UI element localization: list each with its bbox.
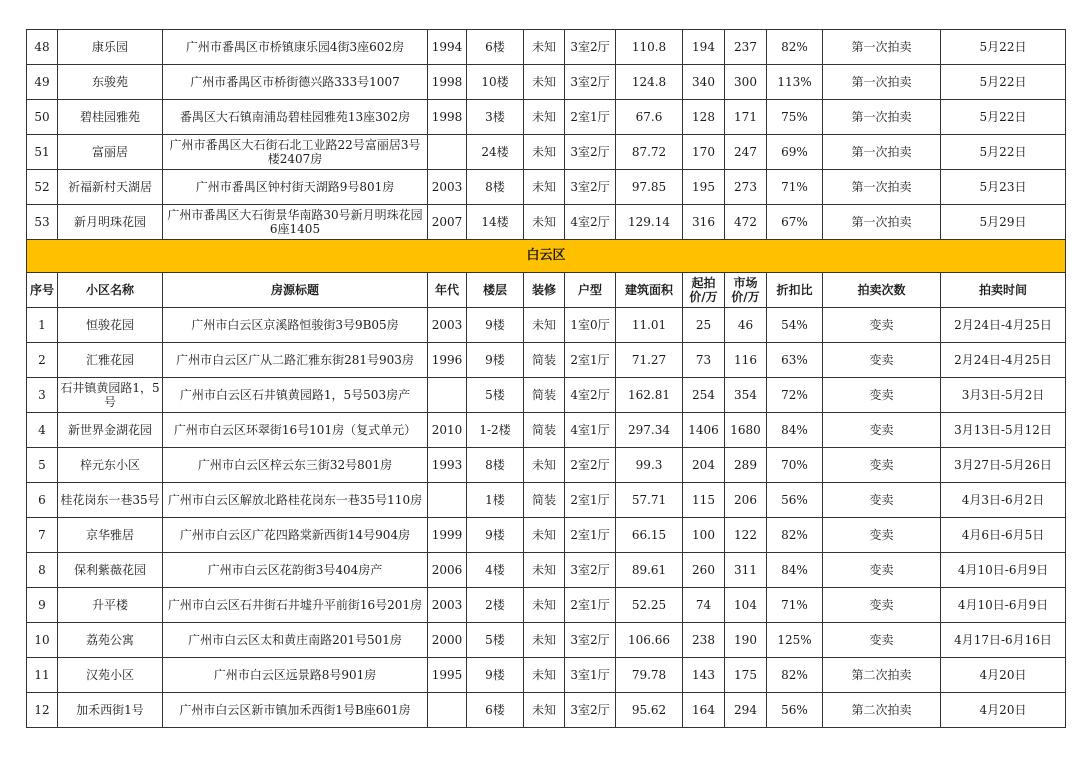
cell-listing-title: 广州市白云区石井街石井墟升平前街16号201房	[163, 588, 428, 623]
cell-floor: 9楼	[467, 343, 524, 378]
cell-discount: 69%	[767, 135, 823, 170]
cell-auction-date: 5月22日	[941, 65, 1066, 100]
cell-floor: 9楼	[467, 308, 524, 343]
cell-year	[428, 693, 467, 728]
cell-community: 梓元东小区	[58, 448, 163, 483]
cell-floor: 1-2楼	[467, 413, 524, 448]
cell-start-price: 74	[683, 588, 725, 623]
cell-layout: 2室1厅	[565, 343, 616, 378]
cell-auction-date: 3月3日-5月2日	[941, 378, 1066, 413]
cell-community: 桂花岗东一巷35号	[58, 483, 163, 518]
cell-year: 1995	[428, 658, 467, 693]
cell-index: 6	[27, 483, 58, 518]
cell-layout: 2室2厅	[565, 448, 616, 483]
cell-market-price: 354	[725, 378, 767, 413]
cell-listing-title: 广州市白云区环翠街16号101房（复式单元）	[163, 413, 428, 448]
header-floor: 楼层	[467, 273, 524, 308]
cell-community: 康乐园	[58, 30, 163, 65]
table-row	[27, 205, 1066, 240]
cell-area: 66.15	[616, 518, 683, 553]
cell-decoration: 未知	[524, 65, 565, 100]
cell-auction-round: 变卖	[823, 343, 941, 378]
cell-index: 2	[27, 343, 58, 378]
cell-layout: 4室2厅	[565, 205, 616, 240]
cell-index: 4	[27, 413, 58, 448]
cell-auction-round: 第一次拍卖	[823, 205, 941, 240]
cell-decoration: 未知	[524, 693, 565, 728]
cell-area: 57.71	[616, 483, 683, 518]
cell-community: 碧桂园雅苑	[58, 100, 163, 135]
cell-decoration: 未知	[524, 448, 565, 483]
cell-auction-round: 第一次拍卖	[823, 65, 941, 100]
cell-year	[428, 135, 467, 170]
cell-discount: 113%	[767, 65, 823, 100]
cell-market-price: 46	[725, 308, 767, 343]
cell-discount: 56%	[767, 483, 823, 518]
table-row	[27, 658, 1066, 693]
cell-auction-date: 4月17日-6月16日	[941, 623, 1066, 658]
cell-community: 东骏苑	[58, 65, 163, 100]
cell-listing-title: 广州市白云区广花四路棠新西街14号904房	[163, 518, 428, 553]
cell-listing-title: 广州市番禺区市桥镇康乐园4街3座602房	[163, 30, 428, 65]
cell-market-price: 104	[725, 588, 767, 623]
table-header	[27, 273, 1066, 308]
cell-layout: 2室1厅	[565, 483, 616, 518]
cell-index: 9	[27, 588, 58, 623]
cell-discount: 82%	[767, 658, 823, 693]
cell-floor: 14楼	[467, 205, 524, 240]
cell-layout: 3室1厅	[565, 658, 616, 693]
cell-listing-title: 广州市白云区梓云东三街32号801房	[163, 448, 428, 483]
cell-decoration: 未知	[524, 205, 565, 240]
cell-year: 1996	[428, 343, 467, 378]
cell-layout: 3室2厅	[565, 30, 616, 65]
cell-auction-round: 变卖	[823, 378, 941, 413]
cell-auction-date: 4月6日-6月5日	[941, 518, 1066, 553]
cell-area: 11.01	[616, 308, 683, 343]
cell-area: 162.81	[616, 378, 683, 413]
table-row	[27, 588, 1066, 623]
cell-area: 71.27	[616, 343, 683, 378]
cell-auction-round: 变卖	[823, 483, 941, 518]
cell-index: 50	[27, 100, 58, 135]
header-decoration: 装修	[524, 273, 565, 308]
section-band	[27, 240, 1066, 273]
cell-market-price: 116	[725, 343, 767, 378]
cell-year: 1993	[428, 448, 467, 483]
cell-auction-date: 5月22日	[941, 100, 1066, 135]
cell-index: 53	[27, 205, 58, 240]
cell-index: 10	[27, 623, 58, 658]
cell-start-price: 1406	[683, 413, 725, 448]
cell-decoration: 未知	[524, 170, 565, 205]
cell-auction-date: 2月24日-4月25日	[941, 308, 1066, 343]
cell-market-price: 247	[725, 135, 767, 170]
cell-discount: 71%	[767, 170, 823, 205]
cell-market-price: 175	[725, 658, 767, 693]
cell-area: 110.8	[616, 30, 683, 65]
cell-year: 2007	[428, 205, 467, 240]
cell-auction-round: 变卖	[823, 588, 941, 623]
cell-auction-date: 4月3日-6月2日	[941, 483, 1066, 518]
cell-area: 67.6	[616, 100, 683, 135]
table-row	[27, 413, 1066, 448]
cell-market-price: 237	[725, 30, 767, 65]
cell-market-price: 171	[725, 100, 767, 135]
cell-year	[428, 483, 467, 518]
cell-year: 1998	[428, 100, 467, 135]
cell-auction-date: 4月10日-6月9日	[941, 588, 1066, 623]
cell-decoration: 未知	[524, 623, 565, 658]
cell-market-price: 311	[725, 553, 767, 588]
header-start-price: 起拍价/万	[683, 273, 725, 308]
cell-layout: 3室2厅	[565, 623, 616, 658]
cell-listing-title: 广州市白云区新市镇加禾西街1号B座601房	[163, 693, 428, 728]
cell-auction-date: 4月10日-6月9日	[941, 553, 1066, 588]
cell-year: 2003	[428, 308, 467, 343]
cell-layout: 2室1厅	[565, 518, 616, 553]
section-title: 白云区	[27, 240, 1066, 273]
cell-floor: 3楼	[467, 100, 524, 135]
cell-discount: 82%	[767, 30, 823, 65]
cell-index: 48	[27, 30, 58, 65]
cell-auction-round: 第二次拍卖	[823, 693, 941, 728]
cell-community: 汇雅花园	[58, 343, 163, 378]
cell-start-price: 195	[683, 170, 725, 205]
cell-start-price: 170	[683, 135, 725, 170]
cell-discount: 63%	[767, 343, 823, 378]
cell-start-price: 143	[683, 658, 725, 693]
cell-community: 新月明珠花园	[58, 205, 163, 240]
cell-discount: 67%	[767, 205, 823, 240]
cell-auction-round: 第二次拍卖	[823, 658, 941, 693]
cell-floor: 10楼	[467, 65, 524, 100]
cell-start-price: 204	[683, 448, 725, 483]
header-auction-date: 拍卖时间	[941, 273, 1066, 308]
cell-decoration: 未知	[524, 588, 565, 623]
cell-index: 11	[27, 658, 58, 693]
cell-layout: 3室2厅	[565, 170, 616, 205]
cell-area: 124.8	[616, 65, 683, 100]
header-year: 年代	[428, 273, 467, 308]
cell-market-price: 206	[725, 483, 767, 518]
cell-floor: 8楼	[467, 170, 524, 205]
cell-discount: 84%	[767, 553, 823, 588]
cell-floor: 6楼	[467, 30, 524, 65]
cell-market-price: 289	[725, 448, 767, 483]
cell-decoration: 简装	[524, 343, 565, 378]
cell-community: 保利紫薇花园	[58, 553, 163, 588]
cell-floor: 4楼	[467, 553, 524, 588]
cell-auction-round: 第一次拍卖	[823, 30, 941, 65]
cell-auction-date: 4月20日	[941, 693, 1066, 728]
cell-layout: 3室2厅	[565, 553, 616, 588]
cell-start-price: 194	[683, 30, 725, 65]
cell-community: 荔苑公寓	[58, 623, 163, 658]
cell-area: 99.3	[616, 448, 683, 483]
cell-start-price: 254	[683, 378, 725, 413]
table-row	[27, 693, 1066, 728]
header-area: 建筑面积	[616, 273, 683, 308]
cell-community: 富丽居	[58, 135, 163, 170]
cell-auction-round: 第一次拍卖	[823, 170, 941, 205]
table-row	[27, 170, 1066, 205]
table-row	[27, 65, 1066, 100]
cell-index: 12	[27, 693, 58, 728]
cell-listing-title: 广州市白云区花韵街3号404房产	[163, 553, 428, 588]
cell-area: 95.62	[616, 693, 683, 728]
cell-community: 汉苑小区	[58, 658, 163, 693]
cell-auction-date: 4月20日	[941, 658, 1066, 693]
cell-auction-date: 3月13日-5月12日	[941, 413, 1066, 448]
cell-layout: 3室2厅	[565, 135, 616, 170]
baiyun-rows	[27, 308, 1066, 728]
cell-community: 加禾西街1号	[58, 693, 163, 728]
cell-community: 升平楼	[58, 588, 163, 623]
cell-market-price: 273	[725, 170, 767, 205]
cell-area: 79.78	[616, 658, 683, 693]
table-row	[27, 623, 1066, 658]
cell-listing-title: 广州市白云区解放北路桂花岗东一巷35号110房	[163, 483, 428, 518]
cell-layout: 2室1厅	[565, 100, 616, 135]
header-index: 序号	[27, 273, 58, 308]
cell-layout: 2室1厅	[565, 588, 616, 623]
cell-listing-title: 广州市白云区石井镇黄园路1，5号503房产	[163, 378, 428, 413]
cell-area: 89.61	[616, 553, 683, 588]
header-layout: 户型	[565, 273, 616, 308]
cell-decoration: 未知	[524, 518, 565, 553]
cell-year: 2000	[428, 623, 467, 658]
cell-floor: 2楼	[467, 588, 524, 623]
cell-index: 52	[27, 170, 58, 205]
cell-auction-round: 第一次拍卖	[823, 135, 941, 170]
cell-index: 3	[27, 378, 58, 413]
cell-start-price: 238	[683, 623, 725, 658]
cell-area: 106.66	[616, 623, 683, 658]
cell-market-price: 1680	[725, 413, 767, 448]
table-row	[27, 135, 1066, 170]
cell-auction-date: 3月27日-5月26日	[941, 448, 1066, 483]
cell-auction-date: 5月23日	[941, 170, 1066, 205]
cell-community: 京华雅居	[58, 518, 163, 553]
table-row	[27, 448, 1066, 483]
cell-start-price: 73	[683, 343, 725, 378]
cell-floor: 5楼	[467, 623, 524, 658]
header-community: 小区名称	[58, 273, 163, 308]
cell-discount: 82%	[767, 518, 823, 553]
cell-layout: 3室2厅	[565, 693, 616, 728]
table-row	[27, 518, 1066, 553]
cell-auction-round: 变卖	[823, 448, 941, 483]
cell-area: 52.25	[616, 588, 683, 623]
cell-community: 恒骏花园	[58, 308, 163, 343]
cell-auction-round: 变卖	[823, 553, 941, 588]
table-row	[27, 483, 1066, 518]
cell-discount: 71%	[767, 588, 823, 623]
cell-floor: 24楼	[467, 135, 524, 170]
cell-floor: 5楼	[467, 378, 524, 413]
cell-discount: 84%	[767, 413, 823, 448]
cell-auction-round: 变卖	[823, 518, 941, 553]
cell-floor: 6楼	[467, 693, 524, 728]
cell-year	[428, 378, 467, 413]
cell-decoration: 未知	[524, 135, 565, 170]
cell-year: 1998	[428, 65, 467, 100]
cell-listing-title: 广州市白云区太和黄庄南路201号501房	[163, 623, 428, 658]
cell-year: 1999	[428, 518, 467, 553]
header-listing-title: 房源标题	[163, 273, 428, 308]
cell-decoration: 简装	[524, 413, 565, 448]
cell-listing-title: 广州市番禺区大石街石北工业路22号富丽居3号楼2407房	[163, 135, 428, 170]
cell-discount: 54%	[767, 308, 823, 343]
header-market-price: 市场价/万	[725, 273, 767, 308]
table-row	[27, 378, 1066, 413]
cell-auction-date: 5月22日	[941, 135, 1066, 170]
cell-index: 1	[27, 308, 58, 343]
cell-decoration: 未知	[524, 30, 565, 65]
cell-area: 129.14	[616, 205, 683, 240]
cell-auction-date: 2月24日-4月25日	[941, 343, 1066, 378]
cell-discount: 72%	[767, 378, 823, 413]
header-row	[27, 273, 1066, 308]
table-row	[27, 30, 1066, 65]
cell-year: 2010	[428, 413, 467, 448]
cell-listing-title: 广州市白云区广从二路汇雅东街281号903房	[163, 343, 428, 378]
table-row	[27, 343, 1066, 378]
cell-discount: 56%	[767, 693, 823, 728]
cell-index: 49	[27, 65, 58, 100]
cell-floor: 1楼	[467, 483, 524, 518]
cell-listing-title: 广州市白云区京溪路恒骏街3号9B05房	[163, 308, 428, 343]
cell-auction-round: 变卖	[823, 623, 941, 658]
cell-floor: 9楼	[467, 658, 524, 693]
header-auction-round: 拍卖次数	[823, 273, 941, 308]
cell-listing-title: 广州市番禺区大石街景华南路30号新月明珠花园6座1405	[163, 205, 428, 240]
cell-layout: 1室0厅	[565, 308, 616, 343]
cell-auction-round: 第一次拍卖	[823, 100, 941, 135]
header-discount: 折扣比	[767, 273, 823, 308]
cell-decoration: 简装	[524, 378, 565, 413]
cell-market-price: 472	[725, 205, 767, 240]
panyu-rows	[27, 30, 1066, 240]
cell-decoration: 未知	[524, 308, 565, 343]
cell-discount: 125%	[767, 623, 823, 658]
cell-floor: 9楼	[467, 518, 524, 553]
cell-market-price: 294	[725, 693, 767, 728]
cell-layout: 4室2厅	[565, 378, 616, 413]
cell-year: 1994	[428, 30, 467, 65]
table-row	[27, 100, 1066, 135]
cell-start-price: 316	[683, 205, 725, 240]
cell-auction-date: 5月29日	[941, 205, 1066, 240]
cell-start-price: 25	[683, 308, 725, 343]
cell-community: 祈福新村天湖居	[58, 170, 163, 205]
cell-auction-round: 变卖	[823, 308, 941, 343]
table-row	[27, 553, 1066, 588]
cell-floor: 8楼	[467, 448, 524, 483]
cell-year: 2003	[428, 588, 467, 623]
auction-listing-table	[26, 29, 1066, 728]
table-row	[27, 308, 1066, 343]
cell-community: 石井镇黄园路1，5号	[58, 378, 163, 413]
cell-area: 87.72	[616, 135, 683, 170]
cell-decoration: 未知	[524, 553, 565, 588]
cell-start-price: 115	[683, 483, 725, 518]
cell-start-price: 100	[683, 518, 725, 553]
cell-community: 新世界金湖花园	[58, 413, 163, 448]
cell-year: 2006	[428, 553, 467, 588]
cell-discount: 70%	[767, 448, 823, 483]
cell-layout: 4室1厅	[565, 413, 616, 448]
cell-area: 97.85	[616, 170, 683, 205]
cell-decoration: 未知	[524, 658, 565, 693]
cell-start-price: 128	[683, 100, 725, 135]
cell-start-price: 260	[683, 553, 725, 588]
cell-decoration: 简装	[524, 483, 565, 518]
cell-start-price: 164	[683, 693, 725, 728]
cell-index: 8	[27, 553, 58, 588]
cell-listing-title: 广州市白云区远景路8号901房	[163, 658, 428, 693]
cell-decoration: 未知	[524, 100, 565, 135]
cell-index: 7	[27, 518, 58, 553]
cell-area: 297.34	[616, 413, 683, 448]
cell-index: 51	[27, 135, 58, 170]
cell-layout: 3室2厅	[565, 65, 616, 100]
cell-auction-date: 5月22日	[941, 30, 1066, 65]
cell-market-price: 190	[725, 623, 767, 658]
cell-auction-round: 变卖	[823, 413, 941, 448]
cell-listing-title: 番禺区大石镇南浦岛碧桂园雅苑13座302房	[163, 100, 428, 135]
cell-listing-title: 广州市番禺区市桥街德兴路333号1007	[163, 65, 428, 100]
cell-discount: 75%	[767, 100, 823, 135]
cell-listing-title: 广州市番禺区钟村街天湖路9号801房	[163, 170, 428, 205]
cell-market-price: 300	[725, 65, 767, 100]
cell-index: 5	[27, 448, 58, 483]
cell-start-price: 340	[683, 65, 725, 100]
cell-year: 2003	[428, 170, 467, 205]
cell-market-price: 122	[725, 518, 767, 553]
